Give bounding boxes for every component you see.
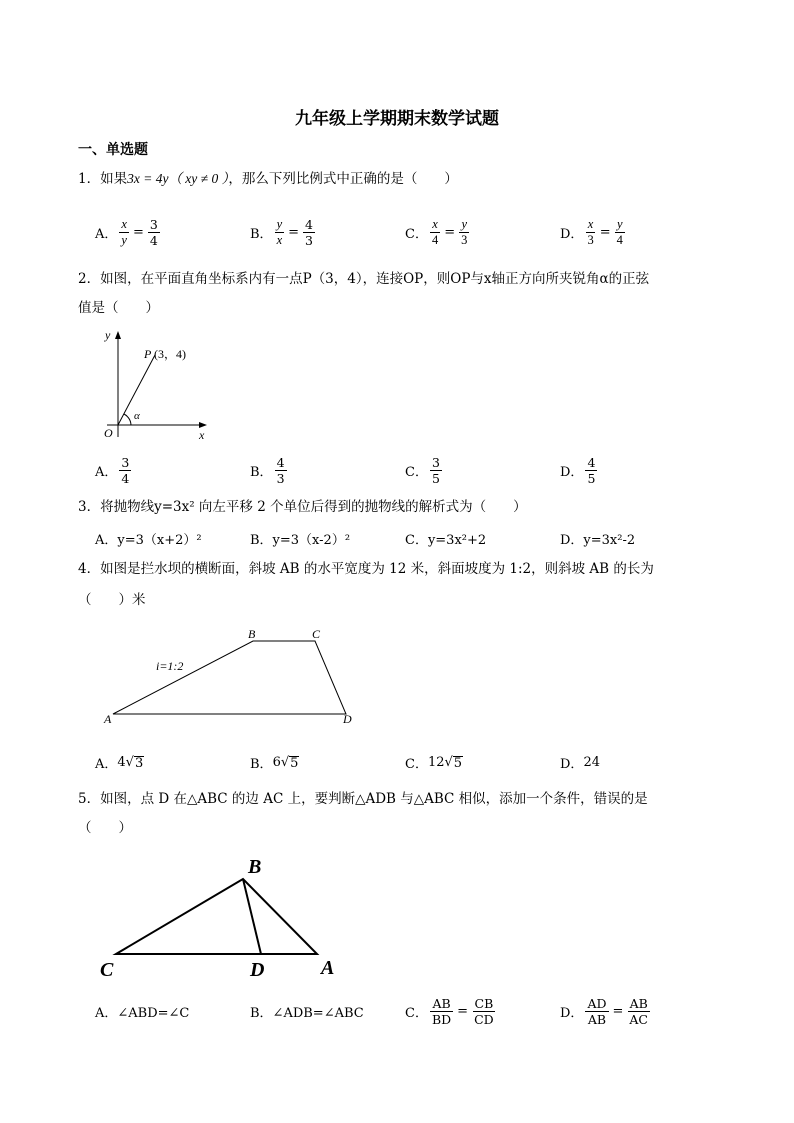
vertex-b-label: B xyxy=(248,856,262,878)
segment-bd xyxy=(243,879,261,954)
q2-option-a[interactable]: A． $\frac{3}{4}$ xyxy=(95,454,130,486)
question-5-stem-line2: （ ） xyxy=(78,820,132,836)
q2-coordinate-figure xyxy=(95,325,220,445)
vertex-d-label: D xyxy=(250,959,265,981)
question-3-stem: 3．将抛物线y=3x² 向左平移 2 个单位后得到的抛物线的解析式为（ ） xyxy=(78,499,527,515)
q2-option-d[interactable]: D． $\frac{4}{5}$ xyxy=(560,454,596,486)
y-axis-label: y xyxy=(105,328,111,342)
q1-option-d[interactable]: D． $\frac{x}{3}$ = $\frac{y}{4}$ xyxy=(560,216,623,247)
question-4-stem-line2: （ ）米 xyxy=(78,592,146,608)
triangle-abc xyxy=(116,879,317,954)
q5-option-a[interactable]: A．∠ABD=∠C xyxy=(95,1005,190,1021)
q1-equation: 3x = 4y xyxy=(127,171,169,186)
q3-option-b[interactable]: B．y=3（x-2）² xyxy=(250,532,351,548)
question-1-stem: 1．如果3x = 4y（ xy ≠ 0 ），那么下列比例式中正确的是（ ） xyxy=(78,171,458,187)
y-axis-arrow xyxy=(115,331,121,339)
q5-option-b[interactable]: B．∠ADB=∠ABC xyxy=(250,1005,364,1021)
point-p-label: P xyxy=(144,347,152,361)
q2-option-c[interactable]: C． $\frac{3}{5}$ xyxy=(405,454,440,486)
trapezoid-abcd xyxy=(113,641,346,714)
page-title: 九年级上学期期末数学试题 xyxy=(295,109,499,129)
vertex-d-label: D xyxy=(343,712,352,726)
q1-option-a[interactable]: A． $\frac{x}{y}$ = $\frac{3}{4}$ xyxy=(95,216,158,248)
q4-dam-figure xyxy=(100,625,365,730)
vertex-c-label: C xyxy=(312,627,321,641)
alpha-label: α xyxy=(134,410,140,422)
vertex-c-label: C xyxy=(100,959,114,981)
question-5-stem-line1: 5．如图，点 D 在△ABC 的边 AC 上，要判断△ADB 与△ABC 相似，添加一个条件，错误的是 xyxy=(78,791,648,807)
q3-option-a[interactable]: A．y=3（x+2）² xyxy=(95,532,202,548)
slope-label: i=1:2 xyxy=(156,659,184,673)
q1-condition: （ xy ≠ 0 ） xyxy=(168,171,229,186)
q5-option-c[interactable]: C． $\frac{AB}{BD}$ = $\frac{CB}{CD}$ xyxy=(405,995,494,1027)
angle-alpha-arc xyxy=(124,414,131,425)
q1-option-b[interactable]: B． $\frac{y}{x}$ = $\frac{4}{3}$ xyxy=(250,216,313,248)
question-2-stem-line1: 2．如图，在平面直角坐标系内有一点P（3，4），连接OP，则OP与x轴正方向所夹锐角α的正弦 xyxy=(78,271,650,287)
q4-option-d[interactable]: D． 24 xyxy=(560,754,600,772)
q4-option-a[interactable]: A． 4 √ 3 xyxy=(95,754,144,772)
vertex-a-label: A xyxy=(321,957,335,979)
q1-option-c[interactable]: C． $\frac{x}{4}$ = $\frac{y}{3}$ xyxy=(405,216,468,247)
origin-label: O xyxy=(104,426,113,440)
q3-option-c[interactable]: C．y=3x²+2 xyxy=(405,532,487,548)
vertex-a-label: A xyxy=(104,712,112,726)
question-2-stem-line2: 值是（ ） xyxy=(78,300,159,316)
q5-triangle-figure xyxy=(95,850,355,985)
q4-option-b[interactable]: B． 6 √ 5 xyxy=(250,754,299,772)
point-p-coords: (3，4) xyxy=(154,347,186,361)
q4-option-c[interactable]: C． 12 √ 5 xyxy=(405,754,463,772)
q5-option-d[interactable]: D． $\frac{AD}{AB}$ = $\frac{AB}{AC}$ xyxy=(560,995,648,1027)
section-heading: 一、单选题 xyxy=(78,142,148,158)
q3-option-d[interactable]: D．y=3x²-2 xyxy=(560,532,636,548)
x-axis-label: x xyxy=(199,428,205,442)
question-4-stem-line1: 4．如图是拦水坝的横断面，斜坡 AB 的水平宽度为 12 米，斜面坡度为 1:2，则斜坡 AB 的长为 xyxy=(78,561,654,577)
vertex-b-label: B xyxy=(248,627,256,641)
q2-option-b[interactable]: B． $\frac{4}{3}$ xyxy=(250,454,285,486)
